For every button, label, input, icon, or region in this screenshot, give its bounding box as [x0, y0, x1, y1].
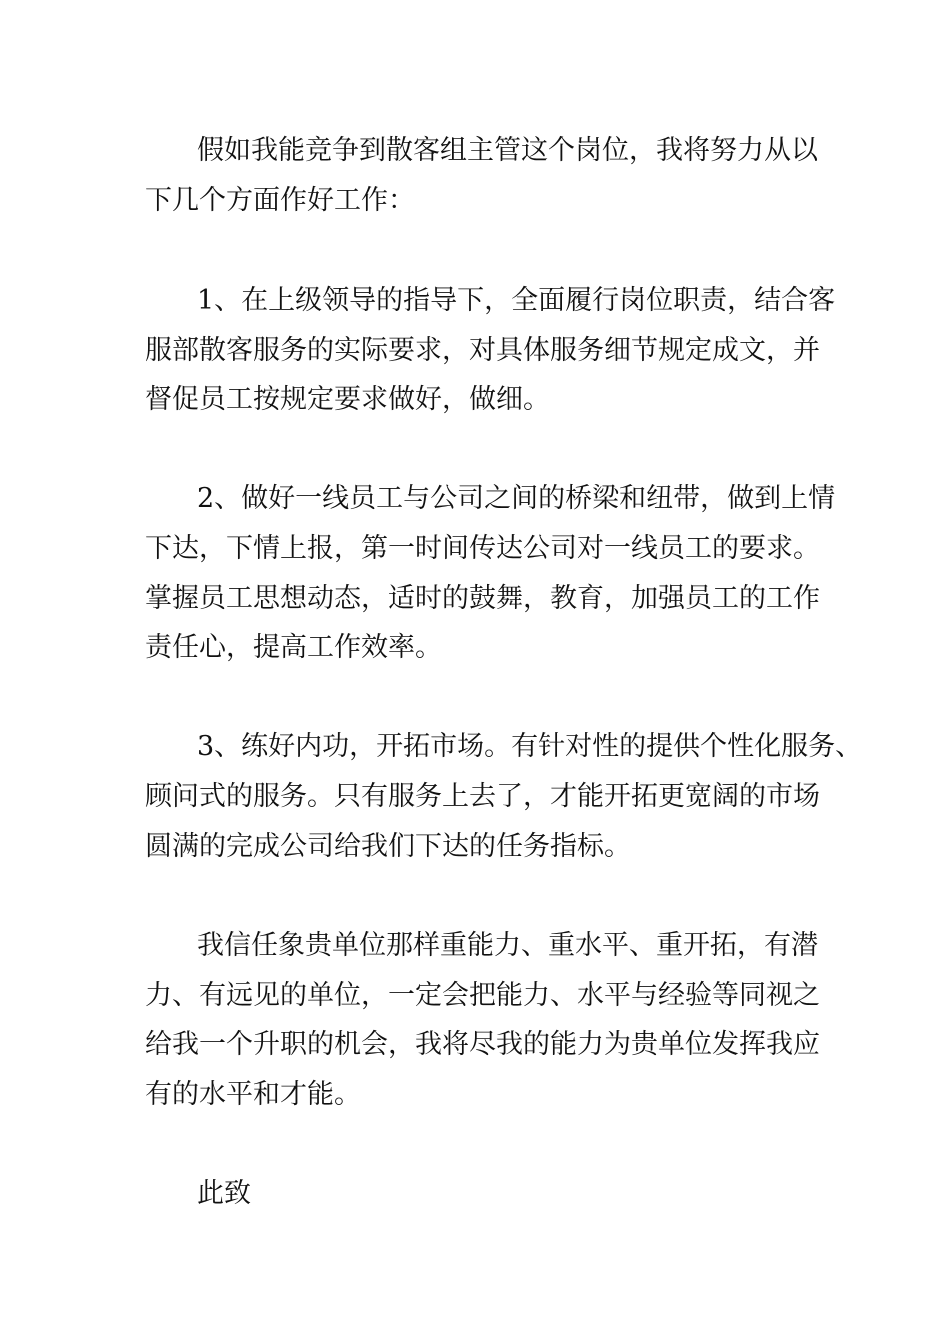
- text-line: 此致: [197, 1178, 251, 1209]
- text-line: 有的水平和才能。: [145, 1079, 361, 1110]
- text-line: 下达，下情上报，第一时间传达公司对一线员工的要求。: [145, 533, 820, 564]
- text-line: 顾问式的服务。只有服务上去了，才能开拓更宽阔的市场: [145, 781, 820, 812]
- text-line: 假如我能竞争到散客组主管这个岗位，我将努力从以: [197, 135, 818, 166]
- text-line: 给我一个升职的机会，我将尽我的能力为贵单位发挥我应: [145, 1029, 820, 1060]
- text-line: 2、做好一线员工与公司之间的桥梁和纽带，做到上情: [197, 483, 836, 514]
- text-line: 力、有远见的单位，一定会把能力、水平与经验等同视之: [145, 980, 820, 1011]
- text-line: 掌握员工思想动态，适时的鼓舞，教育，加强员工的工作: [145, 583, 820, 614]
- text-line: 1、在上级领导的指导下，全面履行岗位职责，结合客: [197, 285, 836, 316]
- text-line: 我信任象贵单位那样重能力、重水平、重开拓，有潜: [197, 930, 818, 961]
- text-line: 3、练好内功，开拓市场。有针对性的提供个性化服务、: [197, 731, 863, 762]
- text-line: 圆满的完成公司给我们下达的任务指标。: [145, 831, 631, 862]
- text-line: 责任心，提高工作效率。: [145, 632, 442, 663]
- text-line: 下几个方面作好工作：: [145, 185, 415, 216]
- text-line: 服部散客服务的实际要求，对具体服务细节规定成文，并: [145, 335, 820, 366]
- text-line: 督促员工按规定要求做好，做细。: [145, 384, 550, 415]
